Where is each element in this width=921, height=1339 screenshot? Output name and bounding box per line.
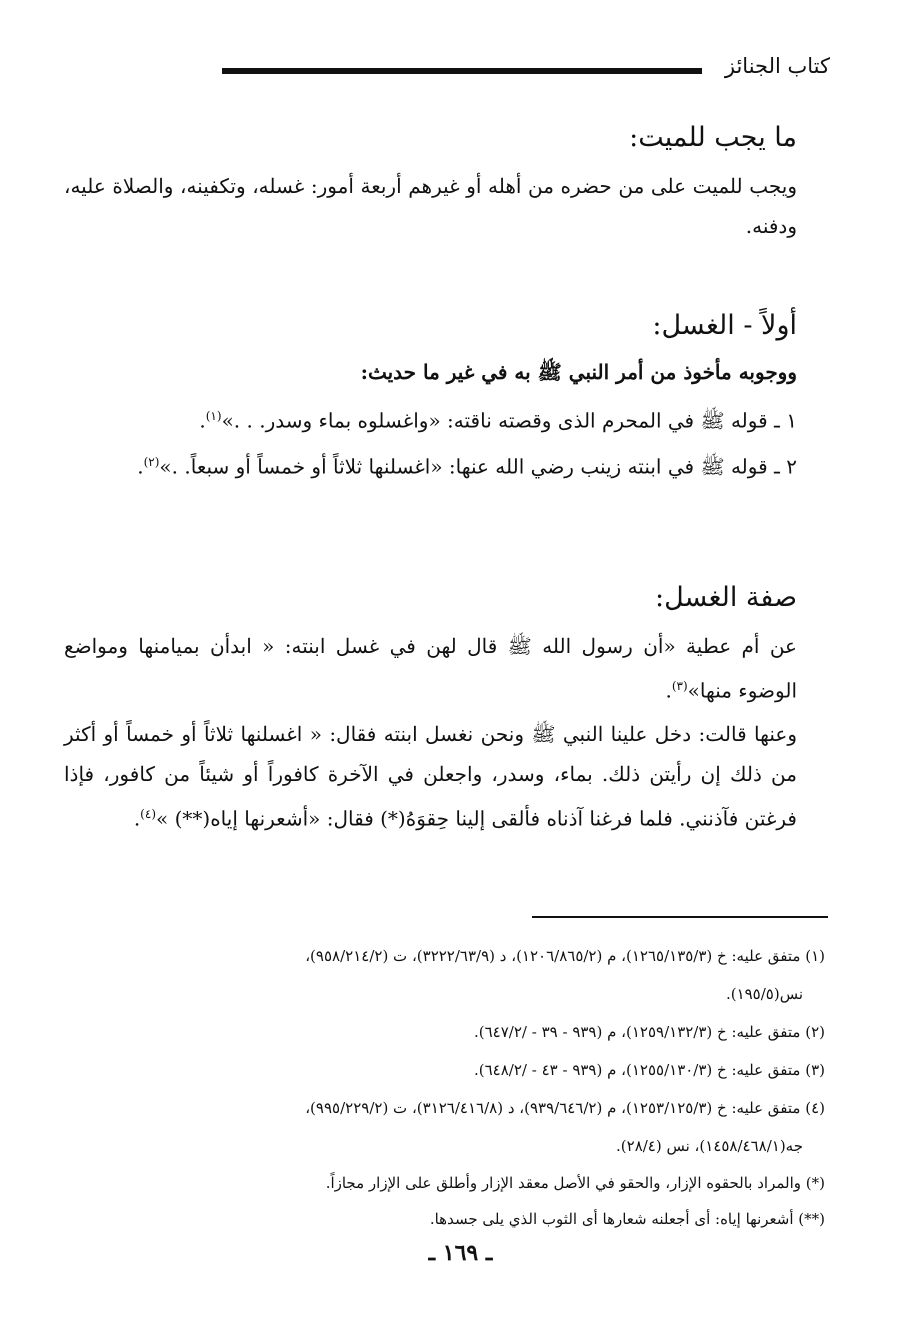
list-item-text: ١ ـ قوله ﷺ في المحرم الذى وقصته ناقته: «واغسلوه بماء وسدر. . .» xyxy=(221,408,797,433)
section-paragraph: وعنها قالت: دخل علينا النبي ﷺ ونحن نغسل ابنته فقال: « اغسلنها ثلاثاً أو خمساً أو أكثر من ذلك إن رأيتن ذلك. بماء، وسدر، واجعلن في الآخرة كافوراً أو شيئاً من كافور، فإذا فرغتن فآذنني. فلما فرغنا آذناه فألقى إلينا حِقوَهُ(*) فقال: «أشعرنها إياه(**) »$^{(٤)}$. xyxy=(64,722,797,831)
page-number: ـ ١٦٩ ـ xyxy=(428,1240,493,1266)
footnote-continuation: جه(١٤٥٨/٤٦٨/١)، نس (٢٨/٤). xyxy=(616,1137,803,1155)
page-header xyxy=(60,48,830,88)
list-item: ٢ ـ قوله ﷺ في ابنته زينب رضي الله عنها: «اغسلنها ثلاثاً أو خمساً أو سبعاً. .»$^{(٢)}$. xyxy=(137,454,797,479)
section-heading-washing: أولاً - الغسل: xyxy=(652,310,797,341)
footnote-continuation: نس(١٩٥/٥). xyxy=(725,985,803,1003)
footnote-rule xyxy=(532,916,828,918)
section-paragraph: ويجب للميت على من حضره من أهله أو غيرهم أربعة أمور: غسله، وتكفينه، والصلاة عليه، ودفنه. xyxy=(64,174,797,238)
paragraph-text: وعنها قالت: دخل علينا النبي ﷺ ونحن نغسل ابنته فقال: « اغسلنها ثلاثاً أو خمساً أو أكثر من ذلك إن رأيتن ذلك. بماء، وسدر، واجعلن في الآخرة كافوراً أو شيئاً من كافور، فإذا فرغتن فآذنني. فلما فرغنا آذناه فألقى إلينا حِقوَهُ(*) فقال: «أشعرنها إياه(**) » xyxy=(64,722,797,831)
header-rule xyxy=(222,68,702,74)
footnotes xyxy=(80,937,825,1237)
section-heading-washing-method: صفة الغسل: xyxy=(654,582,797,613)
footnote xyxy=(80,1089,825,1165)
section-heading-what-is-due: ما يجب للميت: xyxy=(629,122,797,153)
footnote-text: (٣) متفق عليه: خ (١٢٥٥/١٣٠/٣)، م (٩٣٩ - ٤٣ - /٦٤٨/٢). xyxy=(474,1061,825,1079)
footnote-text: (*) والمراد بالحقوه الإزار، والحقو في الأصل معقد الإزار وأطلق على الإزار مجازاً. xyxy=(325,1174,825,1192)
footnote-ref: (١) xyxy=(205,409,222,423)
footnote-text: (١) متفق عليه: خ (١٢٦٥/١٣٥/٣)، م (١٢٠٦/٨٦٥/٢)، د (٣٢٢٢/٦٣/٩)، ت (٩٥٨/٢١٤/٢)، xyxy=(305,947,825,965)
running-title: كتاب الجنائز xyxy=(724,54,830,78)
footnote xyxy=(80,937,825,1013)
section-intro: ووجوبه مأخوذ من أمر النبي ﷺ به في غير ما حديث: xyxy=(360,360,797,384)
footnote-text: (٤) متفق عليه: خ (١٢٥٣/١٢٥/٣)، م (٩٣٩/٦٤٦/٢)، د (٣١٢٦/٤١٦/٨)، ت (٩٩٥/٢٢٩/٢)، xyxy=(305,1099,825,1117)
footnote-ref: (٢) xyxy=(143,455,160,469)
footnote-text: (**) أشعرنها إياه: أى أجعلنه شعارها أى الثوب الذي يلى جسدها. xyxy=(429,1210,825,1228)
footnote xyxy=(80,1165,825,1201)
section-paragraph: عن أم عطية «أن رسول الله ﷺ قال لهن في غسل ابنته: « ابدأن بميامنها ومواضع الوضوء منها»$^{(٣)}$. xyxy=(64,634,797,703)
list-item-text: ٢ ـ قوله ﷺ في ابنته زينب رضي الله عنها: «اغسلنها ثلاثاً أو خمساً أو سبعاً. .» xyxy=(159,454,797,479)
footnote-text: (٢) متفق عليه: خ (١٢٥٩/١٣٢/٣)، م (٩٣٩ - ٣٩ - /٦٤٧/٢). xyxy=(474,1023,825,1041)
footnote xyxy=(80,1201,825,1237)
footnote xyxy=(80,1013,825,1051)
list-item: ١ ـ قوله ﷺ في المحرم الذى وقصته ناقته: «واغسلوه بماء وسدر. . .»$^{(١)}$. xyxy=(199,408,797,433)
footnote-ref: (٣) xyxy=(671,679,688,693)
footnote xyxy=(80,1051,825,1089)
footnote-ref: (٤) xyxy=(140,807,156,821)
paragraph-text: عن أم عطية «أن رسول الله ﷺ قال لهن في غسل ابنته: « ابدأن بميامنها ومواضع الوضوء منها» xyxy=(64,634,797,703)
